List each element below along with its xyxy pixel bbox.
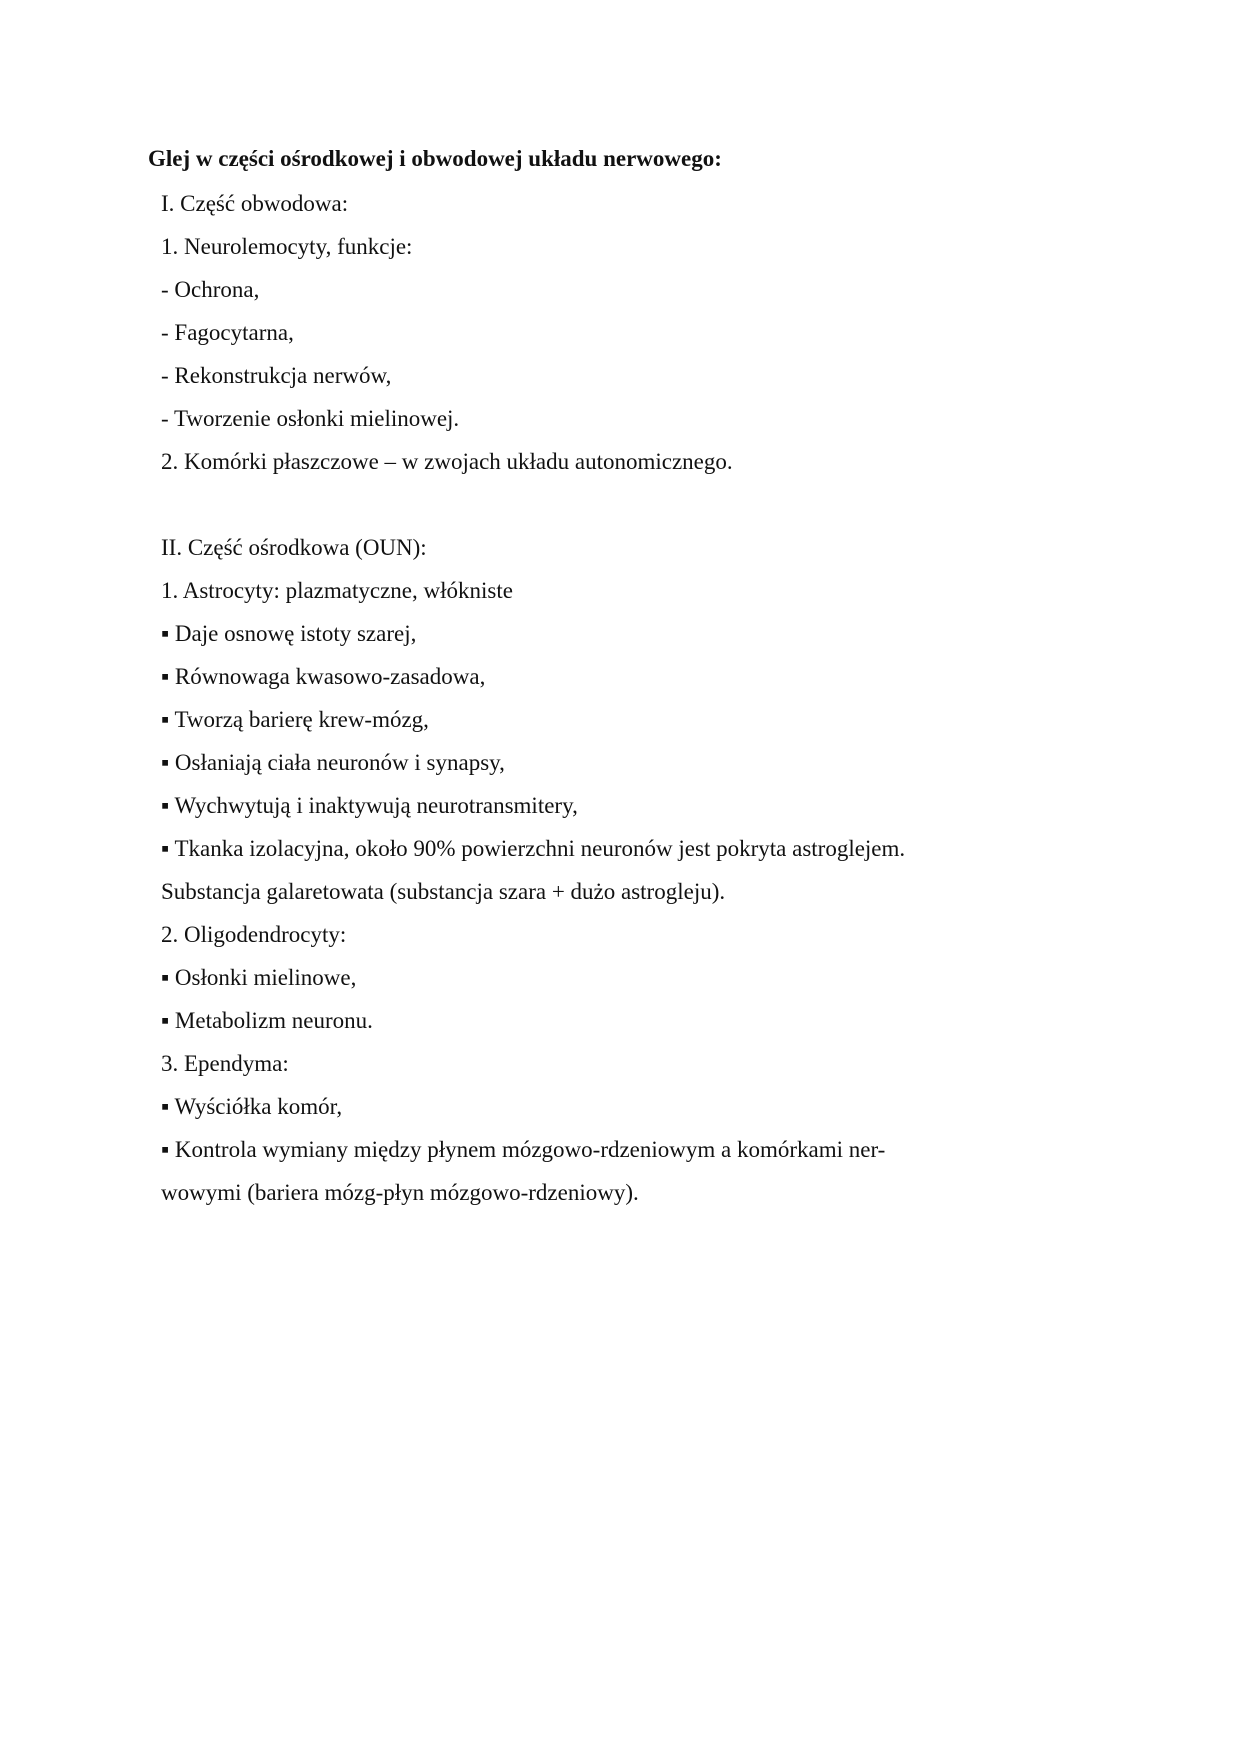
list-item: 3. Ependyma: (161, 1051, 289, 1076)
list-item: ▪ Osłonki mielinowe, (161, 965, 357, 990)
list-item: 1. Astrocyty: plazmatyczne, włókniste (161, 578, 513, 603)
section-heading-peripheral: I. Część obwodowa: (161, 191, 349, 216)
list-item: - Tworzenie osłonki mielinowej. (161, 406, 460, 431)
list-item: ▪ Kontrola wymiany między płynem mózgowo-rdzeniowym a komórkami ner- (161, 1137, 886, 1162)
list-item: ▪ Metabolizm neuronu. (161, 1008, 373, 1033)
document-title: Glej w części ośrodkowej i obwodowej układu nerwowego: (148, 146, 722, 171)
list-item: 2. Oligodendrocyty: (161, 922, 347, 947)
list-item: ▪ Równowaga kwasowo-zasadowa, (161, 664, 486, 689)
section-heading-central: II. Część ośrodkowa (OUN): (161, 535, 427, 560)
list-item: - Ochrona, (161, 277, 260, 302)
list-item: ▪ Wychwytują i inaktywują neurotransmitery, (161, 793, 578, 818)
list-item: ▪ Daje osnowę istoty szarej, (161, 621, 417, 646)
list-item: - Rekonstrukcja nerwów, (161, 363, 392, 388)
list-item: ▪ Tkanka izolacyjna, około 90% powierzchni neuronów jest pokryta astroglejem. (161, 836, 906, 861)
list-item: ▪ Tworzą barierę krew-mózg, (161, 707, 429, 732)
list-item: 1. Neurolemocyty, funkcje: (161, 234, 413, 259)
list-item: - Fagocytarna, (161, 320, 294, 345)
list-item: ▪ Wyściółka komór, (161, 1094, 343, 1119)
list-item: 2. Komórki płaszczowe – w zwojach układu autonomicznego. (161, 449, 733, 474)
paragraph-text: wowymi (bariera mózg-płyn mózgowo-rdzeniowy). (161, 1180, 639, 1205)
list-item: ▪ Osłaniają ciała neuronów i synapsy, (161, 750, 505, 775)
paragraph-text: Substancja galaretowata (substancja szara + dużo astrogleju). (161, 879, 726, 904)
